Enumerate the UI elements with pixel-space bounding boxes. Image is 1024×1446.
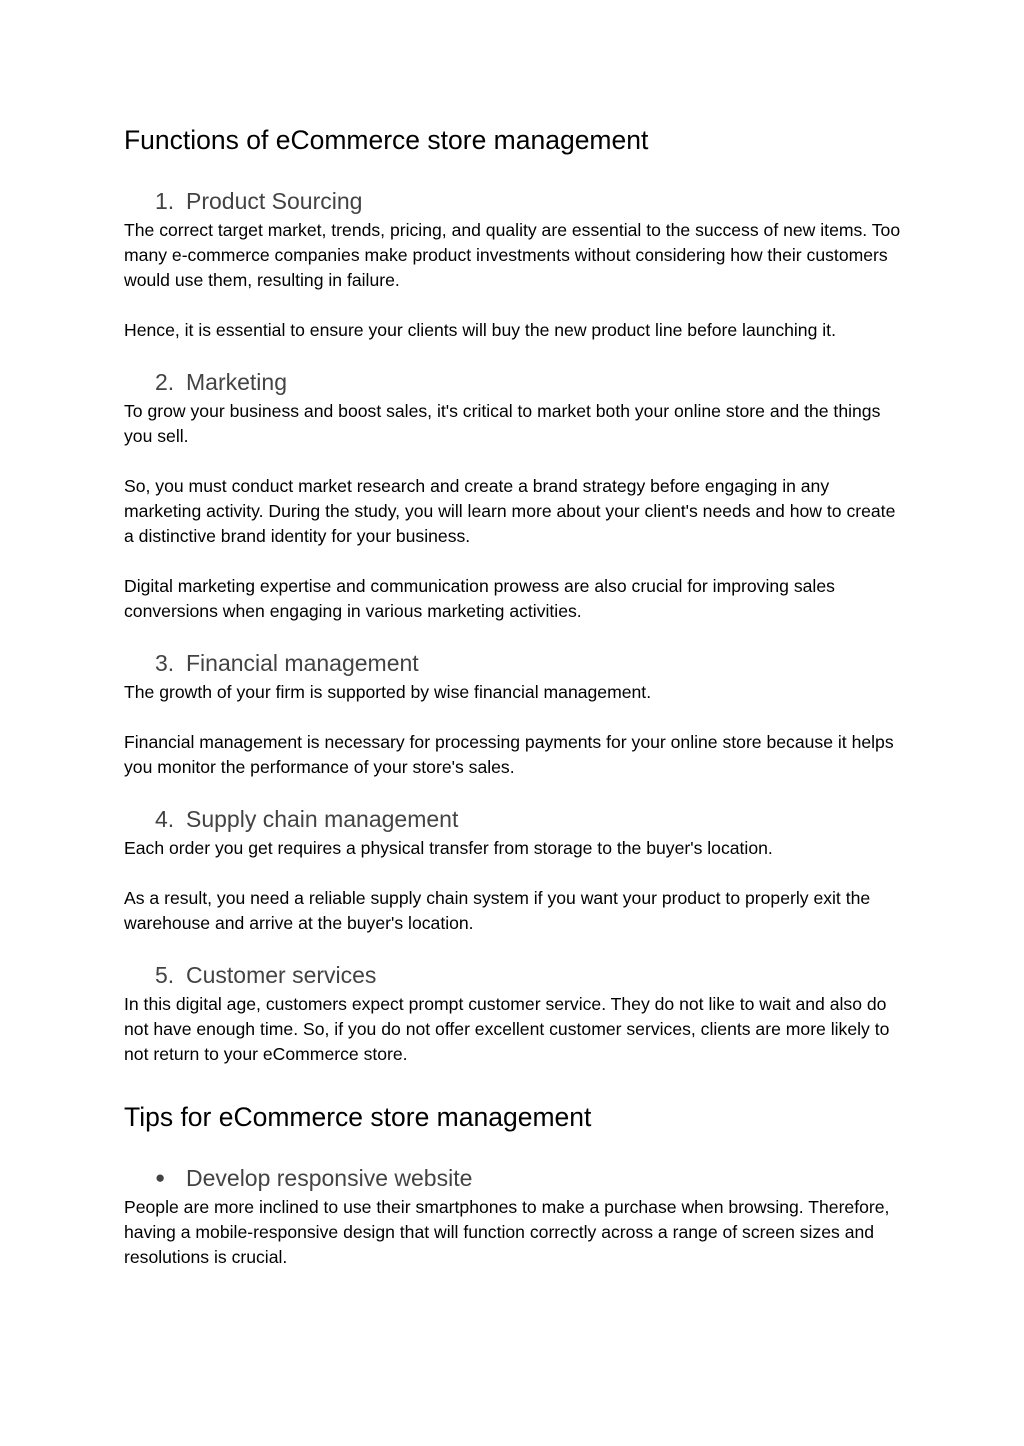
document-page bbox=[124, 118, 904, 1270]
section-title-tips: Tips for eCommerce store management bbox=[124, 1102, 592, 1132]
paragraph: Digital marketing expertise and communication prowess are also crucial for improving sales conversions when engaging in various marketing activities. bbox=[124, 576, 835, 621]
heading-customer-services bbox=[124, 958, 904, 992]
paragraph: The growth of your firm is supported by wise financial management. bbox=[124, 682, 652, 702]
paragraph: Hence, it is essential to ensure your clients will buy the new product line before launching it. bbox=[124, 320, 836, 340]
heading-text: Supply chain management bbox=[186, 806, 459, 832]
list-number: 2. bbox=[155, 369, 175, 395]
paragraph: The correct target market, trends, pricing, and quality are essential to the success of new items. Too many e-commerce companies make product investments without considering how their customers would use them, resulting in failure. bbox=[124, 220, 901, 290]
paragraph: So, you must conduct market research and create a brand strategy before engaging in any marketing activity. During the study, you will learn more about your client's needs and how to create a distinctive brand identity for your business. bbox=[124, 476, 896, 546]
heading-text: Marketing bbox=[186, 369, 287, 395]
heading-text: Develop responsive website bbox=[186, 1165, 473, 1191]
list-number: 3. bbox=[155, 650, 175, 676]
paragraph: People are more inclined to use their smartphones to make a purchase when browsing. Therefore, having a mobile-responsive design that will function correctly across a range of screen sizes and resolutions is crucial. bbox=[124, 1197, 890, 1267]
heading-marketing bbox=[124, 365, 904, 399]
paragraph: As a result, you need a reliable supply chain system if you want your product to properly exit the warehouse and arrive at the buyer's location. bbox=[124, 888, 871, 933]
list-number: 5. bbox=[155, 962, 175, 988]
paragraph: Each order you get requires a physical transfer from storage to the buyer's location. bbox=[124, 838, 773, 858]
list-number: 4. bbox=[155, 806, 175, 832]
heading-text: Customer services bbox=[186, 962, 377, 988]
list-number: 1. bbox=[155, 188, 175, 214]
heading-text: Product Sourcing bbox=[186, 188, 363, 214]
heading-financial-management bbox=[124, 646, 904, 680]
section-title-functions: Functions of eCommerce store management bbox=[124, 125, 649, 155]
heading-product-sourcing bbox=[124, 184, 904, 218]
heading-text: Financial management bbox=[186, 650, 419, 676]
heading-develop-responsive-website bbox=[124, 1161, 904, 1195]
paragraph: Financial management is necessary for processing payments for your online store because it helps you monitor the performance of your store's sales. bbox=[124, 732, 894, 777]
paragraph: In this digital age, customers expect prompt customer service. They do not like to wait and also do not have enough time. So, if you do not offer excellent customer services, clients are more likely to not return to your eCommerce store. bbox=[124, 994, 890, 1064]
bullet-icon: ● bbox=[155, 1168, 166, 1187]
paragraph: To grow your business and boost sales, it's critical to market both your online store and the things you sell. bbox=[124, 401, 881, 446]
heading-supply-chain-management bbox=[124, 802, 904, 836]
